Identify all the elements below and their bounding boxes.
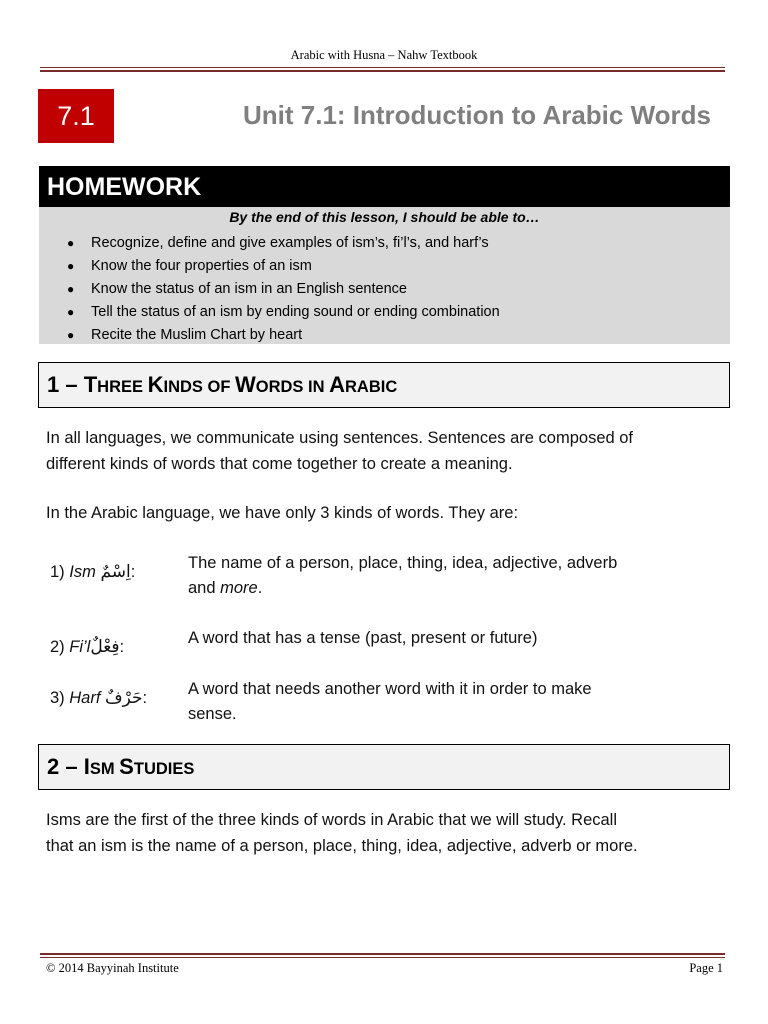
bullet-icon: ● [67, 259, 75, 273]
kind-harf-label: 3) Harf حَرْفٌ: [50, 688, 148, 708]
bullet-icon: ● [67, 305, 75, 319]
objective-item: ● Recognize, define and give examples of ism’s, fi’l’s, and harf’s [67, 232, 500, 255]
objectives-list [67, 232, 500, 347]
unit-title: Unit 7.1: Introduction to Arabic Words [243, 100, 711, 130]
bullet-icon: ● [67, 282, 75, 296]
section-2-heading: 2 – ISM STUDIES [38, 744, 730, 790]
kind-fil-label: 2) Fi’lفِعْلٌ: [50, 637, 125, 657]
footer-rule-bottom [40, 957, 725, 958]
section-1-heading: 1 – THREE KINDS OF WORDS IN ARABIC [38, 362, 730, 408]
footer-rule-top [40, 953, 725, 955]
objective-item: ● Know the status of an ism in an English sentence [67, 278, 500, 301]
running-header: Arabic with Husna – Nahw Textbook [290, 48, 478, 62]
section-1-paragraph-1: In all languages, we communicate using sentences. Sentences are composed of different kinds of words that come together to create a meaning. [46, 429, 634, 473]
header-rule-bottom [40, 70, 725, 72]
objective-item: ● Recite the Muslim Chart by heart [67, 324, 500, 347]
kind-ism-label: 1) Ism اِسْمٌ: [50, 562, 136, 582]
footer-copyright: © 2014 Bayyinah Institute [46, 961, 179, 975]
unit-number-badge: 7.1 [38, 89, 114, 143]
section-1-paragraph-2: In the Arabic language, we have only 3 kinds of words. They are: [46, 504, 519, 522]
footer-page-number: Page 1 [689, 961, 723, 975]
bullet-icon: ● [67, 236, 75, 250]
ism-arabic: اِسْمٌ [100, 562, 131, 582]
harf-arabic: حَرْفٌ [105, 688, 143, 708]
header-rule-top [40, 67, 725, 68]
kind-fil-definition: A word that has a tense (past, present or future) [188, 629, 538, 647]
fil-arabic: فِعْلٌ [90, 637, 120, 657]
kind-ism-definition: The name of a person, place, thing, idea, adjective, adverb and more. [188, 554, 618, 597]
homework-objectives-box [39, 207, 730, 344]
homework-intro: By the end of this lesson, I should be able to… [229, 209, 540, 225]
objective-item: ● Know the four properties of an ism [67, 255, 500, 278]
bullet-icon: ● [67, 328, 75, 342]
objective-item: ● Tell the status of an ism by ending sound or ending combination [67, 301, 500, 324]
section-2-paragraph: Isms are the first of the three kinds of words in Arabic that we will study. Recall that an ism is the name of a person, place, thing, idea, adjective, adverb or more. [46, 811, 638, 855]
kind-harf-definition: A word that needs another word with it in order to make sense. [188, 680, 592, 723]
homework-heading: HOMEWORK [39, 166, 730, 207]
